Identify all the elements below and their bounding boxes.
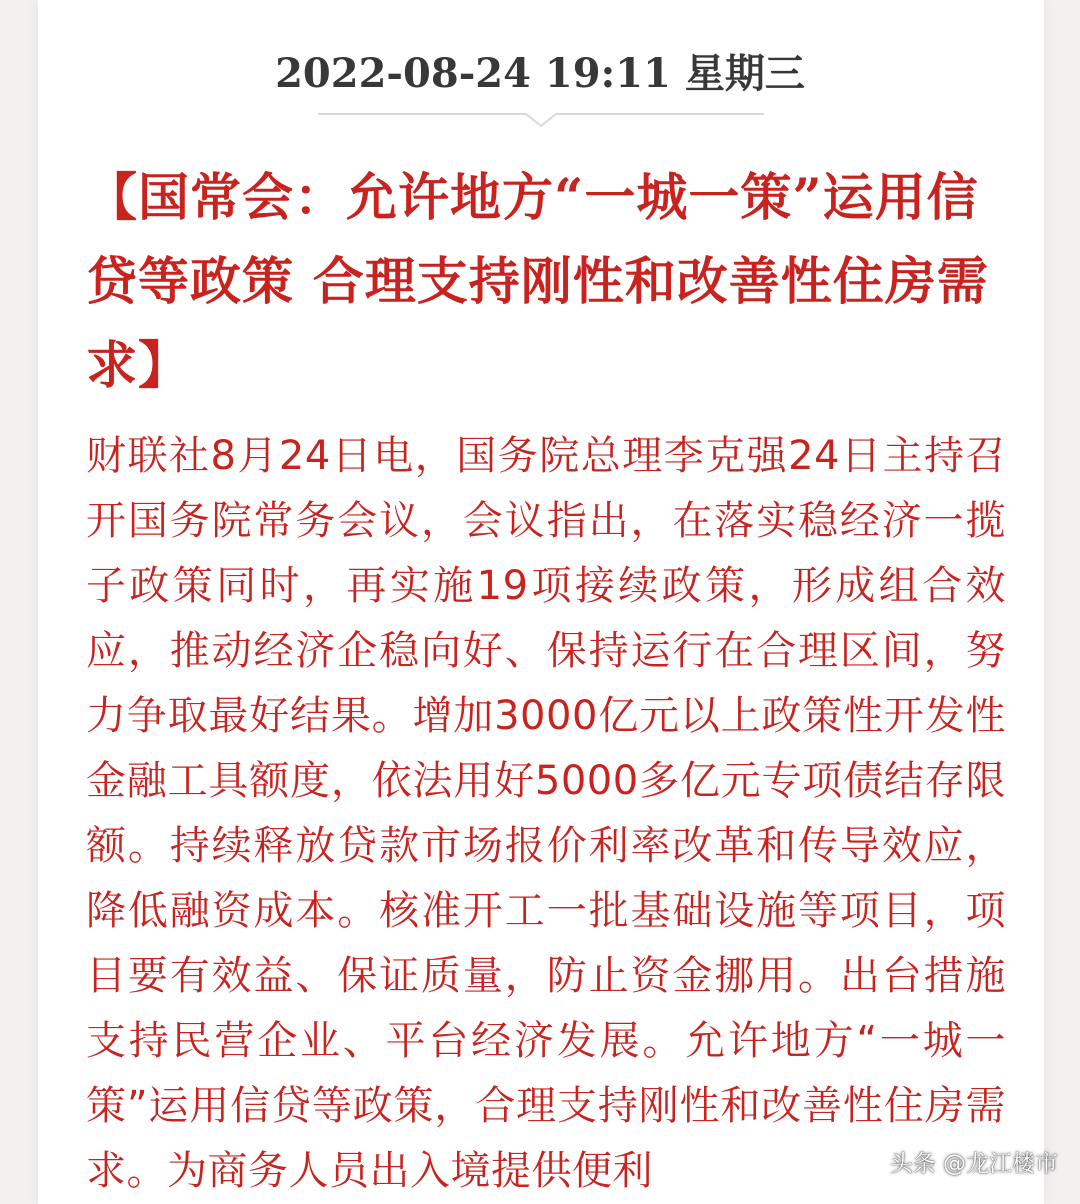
- headline: 【国常会：允许地方“一城一策”运用信贷等政策 合理支持刚性和改善性住房需求】: [86, 168, 989, 396]
- date-divider: [318, 112, 764, 128]
- source-watermark: 头条 @龙江楼市: [889, 1151, 1058, 1177]
- post-date: 2022-08-24 19:11 星期三: [275, 50, 805, 97]
- article-body: 财联社8月24日电，国务院总理李克强24日主持召开国务院常务会议，会议指出，在落实稳经济一揽子政策同时，再实施19项接续政策，形成组合效应，推动经济企稳向好、保持运行在合理区间，努力争取最好结果。增加3000亿元以上政策性开发性金融工具额度，依法用好5000多亿元专项债结存限额。持续释放贷款市场报价利率改革和传导效应，降低融资成本。核准开工一批基础设施等项目，项目要有效益、保证质量，防止资金挪用。出台措施支持民营企业、平台经济发展。允许地方“一城一策”运用信贷等政策，合理支持刚性和改善性住房需求。为商务人员出入境提供便利: [86, 433, 1006, 1194]
